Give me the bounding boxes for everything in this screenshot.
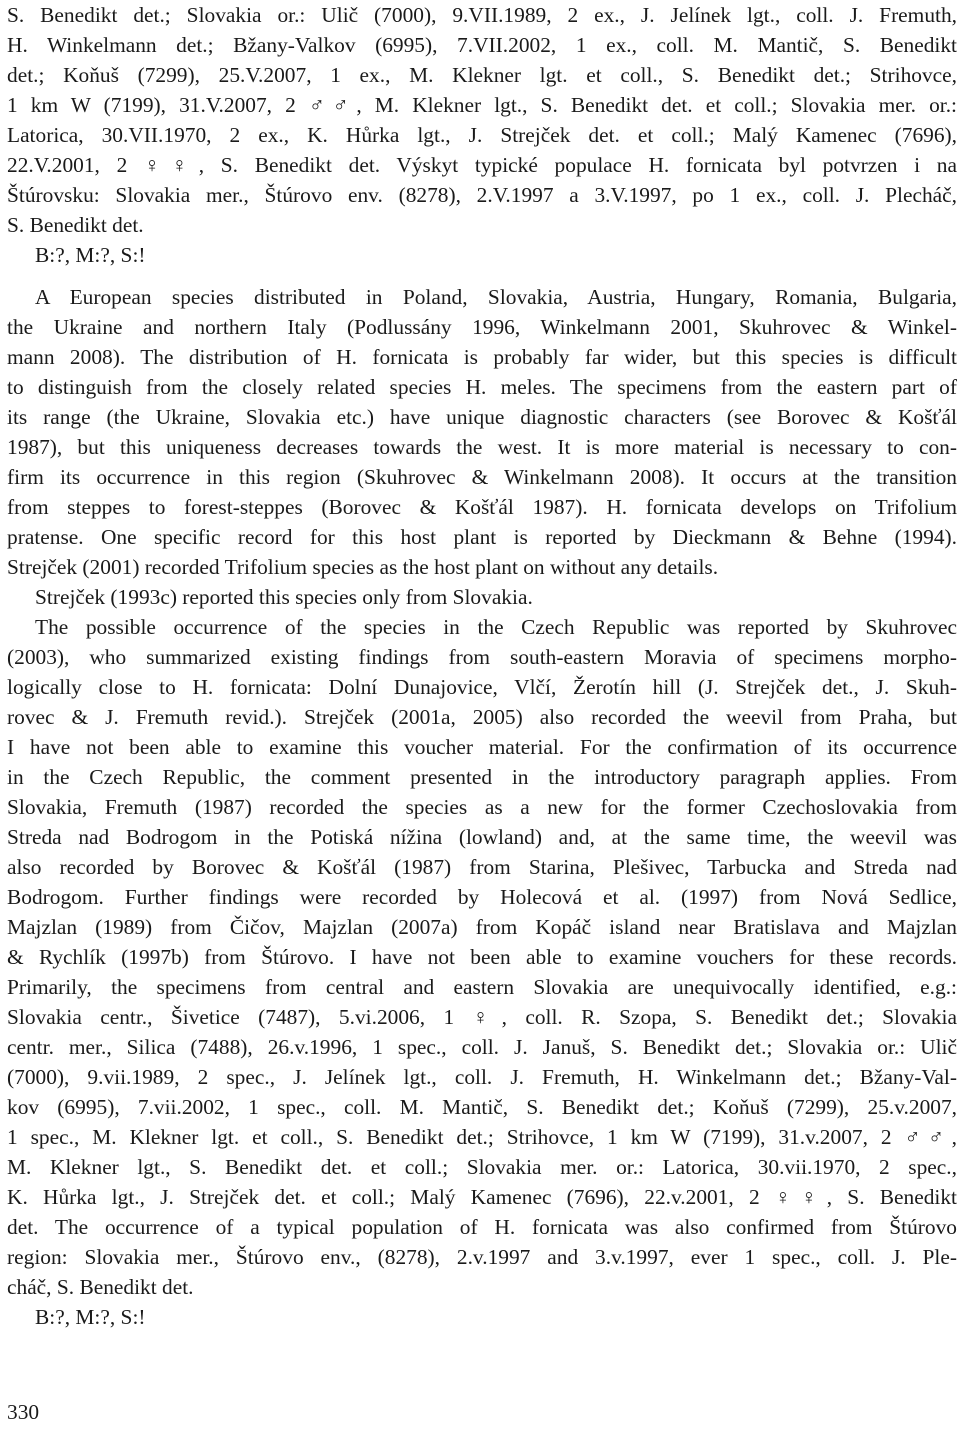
text-line: in the Czech Republic, the comment presented in the introductory paragraph applies. From (7, 765, 957, 789)
text-line: pratense. One specific record for this host plant is reported by Dieckmann & Behne (1994). (7, 525, 957, 549)
text-line: det.; Koňuš (7299), 25.V.2007, 1 ex., M. Klekner lgt. et coll., S. Benedikt det.; Strihovce, (7, 63, 957, 87)
text-line: Primarily, the specimens from central and eastern Slovakia are unequivocally identified, e.g.: (7, 975, 957, 999)
text-line: K. Hůrka lgt., J. Strejček det. et coll.; Malý Kamenec (7696), 22.v.2001, 2 ♀♀, S. Benedikt (7, 1185, 957, 1209)
text-line: 22.V.2001, 2 ♀♀, S. Benedikt det. Výskyt typické populace H. fornicata byl potvrzen i na (7, 153, 957, 177)
text-line: centr. mer., Silica (7488), 26.v.1996, 1 spec., coll. J. Januš, S. Benedikt det.; Slovakia or.: Ulič (7, 1035, 957, 1059)
text-line: M. Klekner lgt., S. Benedikt det. et coll.; Slovakia mer. or.: Latorica, 30.vii.1970, 2 spec., (7, 1155, 957, 1179)
long-paragraph (7, 612, 957, 1302)
text-line: Štúrovsku: Slovakia mer., Štúrovo env. (8278), 2.V.1997 a 3.V.1997, po 1 ex., coll. J. Plecháč, (7, 183, 957, 207)
text-line: Strejček (1993c) reported this species only from Slovakia. (35, 585, 533, 609)
text-line: Latorica, 30.VII.1970, 2 ex., K. Hůrka lgt., J. Strejček det. et coll.; Malý Kamenec (7696), (7, 123, 957, 147)
text-line: 1 km W (7199), 31.V.2007, 2 ♂♂, M. Klekner lgt., S. Benedikt det. et coll.; Slovakia mer. or.: (7, 93, 957, 117)
status-line: B:?, M:?, S:! (35, 243, 146, 267)
text-line: A European species distributed in Poland, Slovakia, Austria, Hungary, Romania, Bulgaria, (35, 285, 957, 309)
text-line: det. The occurrence of a typical population of H. fornicata was also confirmed from Štúrovo (7, 1215, 957, 1239)
text-line: S. Benedikt det. (7, 213, 144, 237)
text-line: rovec & J. Fremuth revid.). Strejček (2001a, 2005) also recorded the weevil from Praha, but (7, 705, 957, 729)
text-line: the Ukraine and northern Italy (Podlussány 1996, Winkelmann 2001, Skuhrovec & Winkel- (7, 315, 957, 339)
text-line: I have not been able to examine this voucher material. For the confirmation of its occurrence (7, 735, 957, 759)
text-line: Majzlan (1989) from Čičov, Majzlan (2007a) from Kopáč island near Bratislava and Majzlan (7, 915, 957, 939)
text-line: kov (6995), 7.vii.2002, 1 spec., coll. M. Mantič, S. Benedikt det.; Koňuš (7299), 25.v.2007, (7, 1095, 957, 1119)
text-line: firm its occurrence in this region (Skuhrovec & Winkelmann 2008). It occurs at the transition (7, 465, 957, 489)
paragraph-gap (7, 270, 957, 282)
text-line: its range (the Ukraine, Slovakia etc.) have unique diagnostic characters (see Borovec & Košťál (7, 405, 957, 429)
text-line: 1987), but this uniqueness decreases towards the west. It is more material is necessary to con- (7, 435, 957, 459)
text-line: Slovakia centr., Šivetice (7487), 5.vi.2006, 1 ♀, coll. R. Szopa, S. Benedikt det.; Slovakia (7, 1005, 957, 1029)
text-line: The possible occurrence of the species in the Czech Republic was reported by Skuhrovec (35, 615, 957, 639)
text-line: also recorded by Borovec & Košťál (1987) from Starina, Plešivec, Tarbucka and Streda nad (7, 855, 957, 879)
text-line: H. Winkelmann det.; Bžany-Valkov (6995), 7.VII.2002, 1 ex., coll. M. Mantič, S. Benedikt (7, 33, 957, 57)
text-line: logically close to H. fornicata: Dolní Dunajovice, Vlčí, Žerotín hill (J. Strejček det., J. Skuh- (7, 675, 957, 699)
record-paragraph (7, 0, 957, 240)
text-line: to distinguish from the closely related species H. meles. The specimens from the eastern part of (7, 375, 957, 399)
text-line: (2003), who summarized existing findings from south-eastern Moravia of specimens morpho- (7, 645, 957, 669)
text-line: Streda nad Bodrogom in the Potiská nížina (lowland) and, at the same time, the weevil was (7, 825, 957, 849)
document-page (7, 0, 957, 1332)
text-line: (7000), 9.vii.1989, 2 spec., J. Jelínek lgt., coll. J. Fremuth, H. Winkelmann det.; Bžany-Val- (7, 1065, 957, 1089)
text-line: mann 2008). The distribution of H. fornicata is probably far wider, but this species is difficult (7, 345, 957, 369)
text-line: Slovakia, Fremuth (1987) recorded the species as a new for the former Czechoslovakia from (7, 795, 957, 819)
text-line: cháč, S. Benedikt det. (7, 1275, 194, 1299)
text-line: from steppes to forest-steppes (Borovec & Košťál 1987). H. fornicata develops on Trifolium (7, 495, 957, 519)
short-paragraph (7, 582, 957, 612)
text-line: Bodrogom. Further findings were recorded by Holecová et al. (1997) from Nová Sedlice, (7, 885, 957, 909)
text-line: & Rychlík (1997b) from Štúrovo. I have not been able to examine vouchers for these records. (7, 945, 957, 969)
page-number: 330 (7, 1400, 40, 1424)
text-line: region: Slovakia mer., Štúrovo env., (8278), 2.v.1997 and 3.v.1997, ever 1 spec., coll. J. Ple- (7, 1245, 957, 1269)
status-line: B:?, M:?, S:! (35, 1305, 146, 1329)
text-line: 1 spec., M. Klekner lgt. et coll., S. Benedikt det.; Strihovce, 1 km W (7199), 31.v.2007, 2 ♂♂, (7, 1125, 957, 1149)
main-paragraph (7, 282, 957, 582)
text-line: Strejček (2001) recorded Trifolium species as the host plant on without any details. (7, 555, 719, 579)
text-line: S. Benedikt det.; Slovakia or.: Ulič (7000), 9.VII.1989, 2 ex., J. Jelínek lgt., coll. J. Fremuth, (7, 3, 957, 27)
